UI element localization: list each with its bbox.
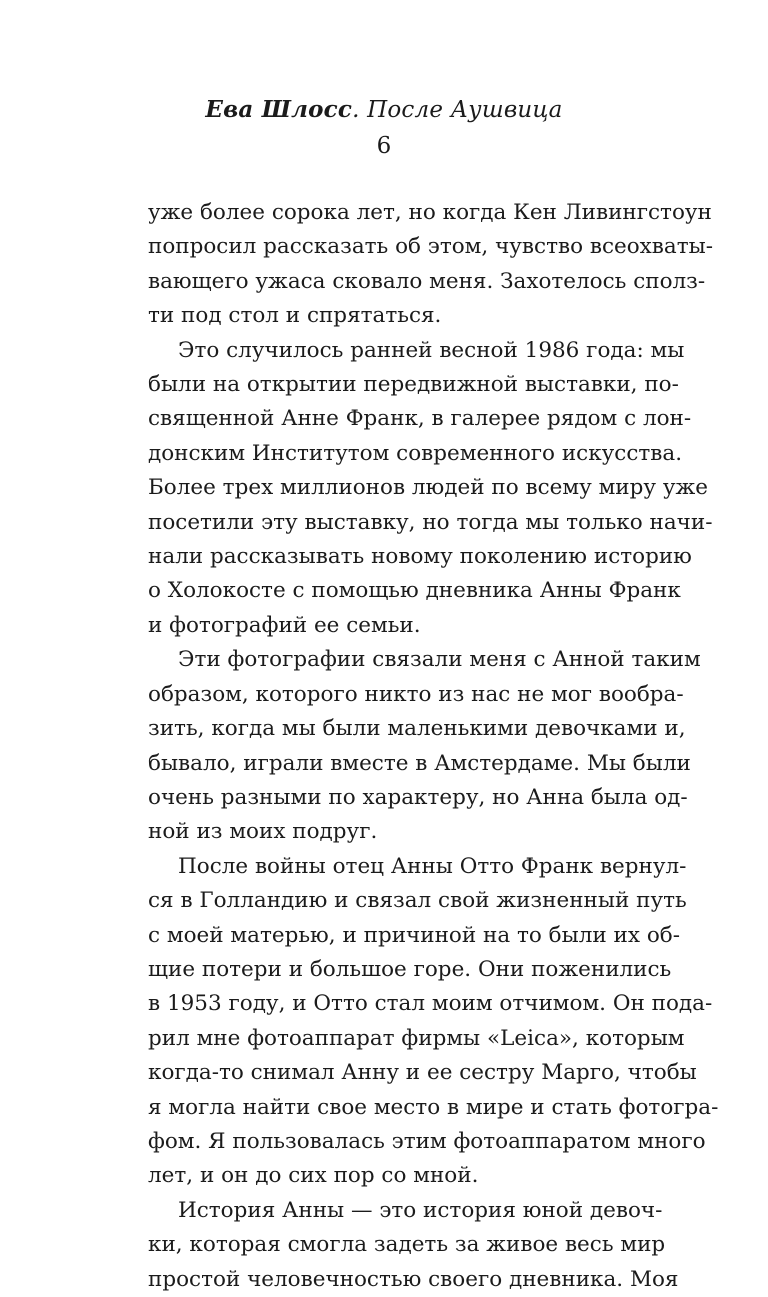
header-title: После Аушвица: [367, 97, 563, 123]
text-line: фом. Я пользовалась этим фотоаппаратом много: [148, 1128, 706, 1154]
text-line: уже более сорока лет, но когда Кен Ливингстоун: [148, 200, 712, 225]
header-separator: .: [352, 97, 368, 123]
text-line: очень разными по характеру, но Анна была од-: [148, 784, 688, 810]
header-author: Ева Шлосс: [205, 96, 353, 123]
text-line: с моей матерью, и причиной на то были их об-: [148, 922, 680, 948]
text-line: я могла найти свое место в мире и стать фотогра-: [148, 1094, 719, 1120]
paragraph: [148, 643, 701, 849]
text-line: Эти фотографии связали меня с Анной таким: [178, 647, 701, 673]
text-line: были на открытии передвижной выставки, по-: [148, 372, 679, 398]
body-text: [148, 196, 719, 1297]
text-line: лет, и он до сих пор со мной.: [148, 1163, 479, 1189]
running-header: [0, 96, 768, 123]
paragraph: [148, 1194, 679, 1297]
text-line: После войны отец Анны Отто Франк вернул-: [178, 853, 687, 879]
text-line: образом, которого никто из нас не мог вообра-: [148, 681, 684, 707]
text-line: рил мне фотоаппарат фирмы «Leica», которым: [148, 1025, 685, 1051]
text-line: священной Анне Франк, в галерее рядом с лон-: [148, 406, 692, 432]
text-line: История Анны — это история юной девоч-: [178, 1197, 663, 1223]
text-line: ти под стол и спрятаться.: [148, 303, 442, 329]
text-line: ки, которая смогла задеть за живое весь мир: [148, 1232, 666, 1258]
text-line: в 1953 году, и Отто стал моим отчимом. Он пода-: [148, 991, 713, 1017]
page-number: 6: [376, 133, 392, 159]
text-line: бывало, играли вместе в Амстердаме. Мы были: [148, 750, 691, 776]
paragraph: [148, 334, 713, 644]
text-line: и фотографий ее семьи.: [148, 612, 421, 638]
text-line: о Холокосте с помощью дневника Анны Франк: [148, 578, 681, 604]
text-line: простой человечностью своего дневника. Моя: [148, 1266, 679, 1292]
text-line: попросил рассказать об этом, чувство всеохваты-: [148, 234, 713, 260]
text-line: когда-то снимал Анну и ее сестру Марго, чтобы: [148, 1060, 697, 1086]
text-line: Это случилось ранней весной 1986 года: мы: [178, 337, 685, 363]
text-line: ся в Голландию и связал свой жизненный путь: [148, 888, 687, 914]
paragraph: [148, 850, 719, 1194]
text-line: вающего ужаса сковало меня. Захотелось сполз-: [148, 268, 706, 294]
text-line: донским Институтом современного искусства.: [148, 440, 683, 466]
paragraph: [148, 196, 713, 334]
text-line: ной из моих подруг.: [148, 819, 378, 845]
text-line: зить, когда мы были маленькими девочками и,: [148, 716, 686, 742]
text-line: Более трех миллионов людей по всему миру уже: [148, 475, 709, 501]
text-line: посетили эту выставку, но тогда мы только начи-: [148, 509, 713, 535]
text-line: щие потери и большое горе. Они поженились: [148, 956, 672, 982]
text-line: нали рассказывать новому поколению историю: [148, 544, 692, 570]
